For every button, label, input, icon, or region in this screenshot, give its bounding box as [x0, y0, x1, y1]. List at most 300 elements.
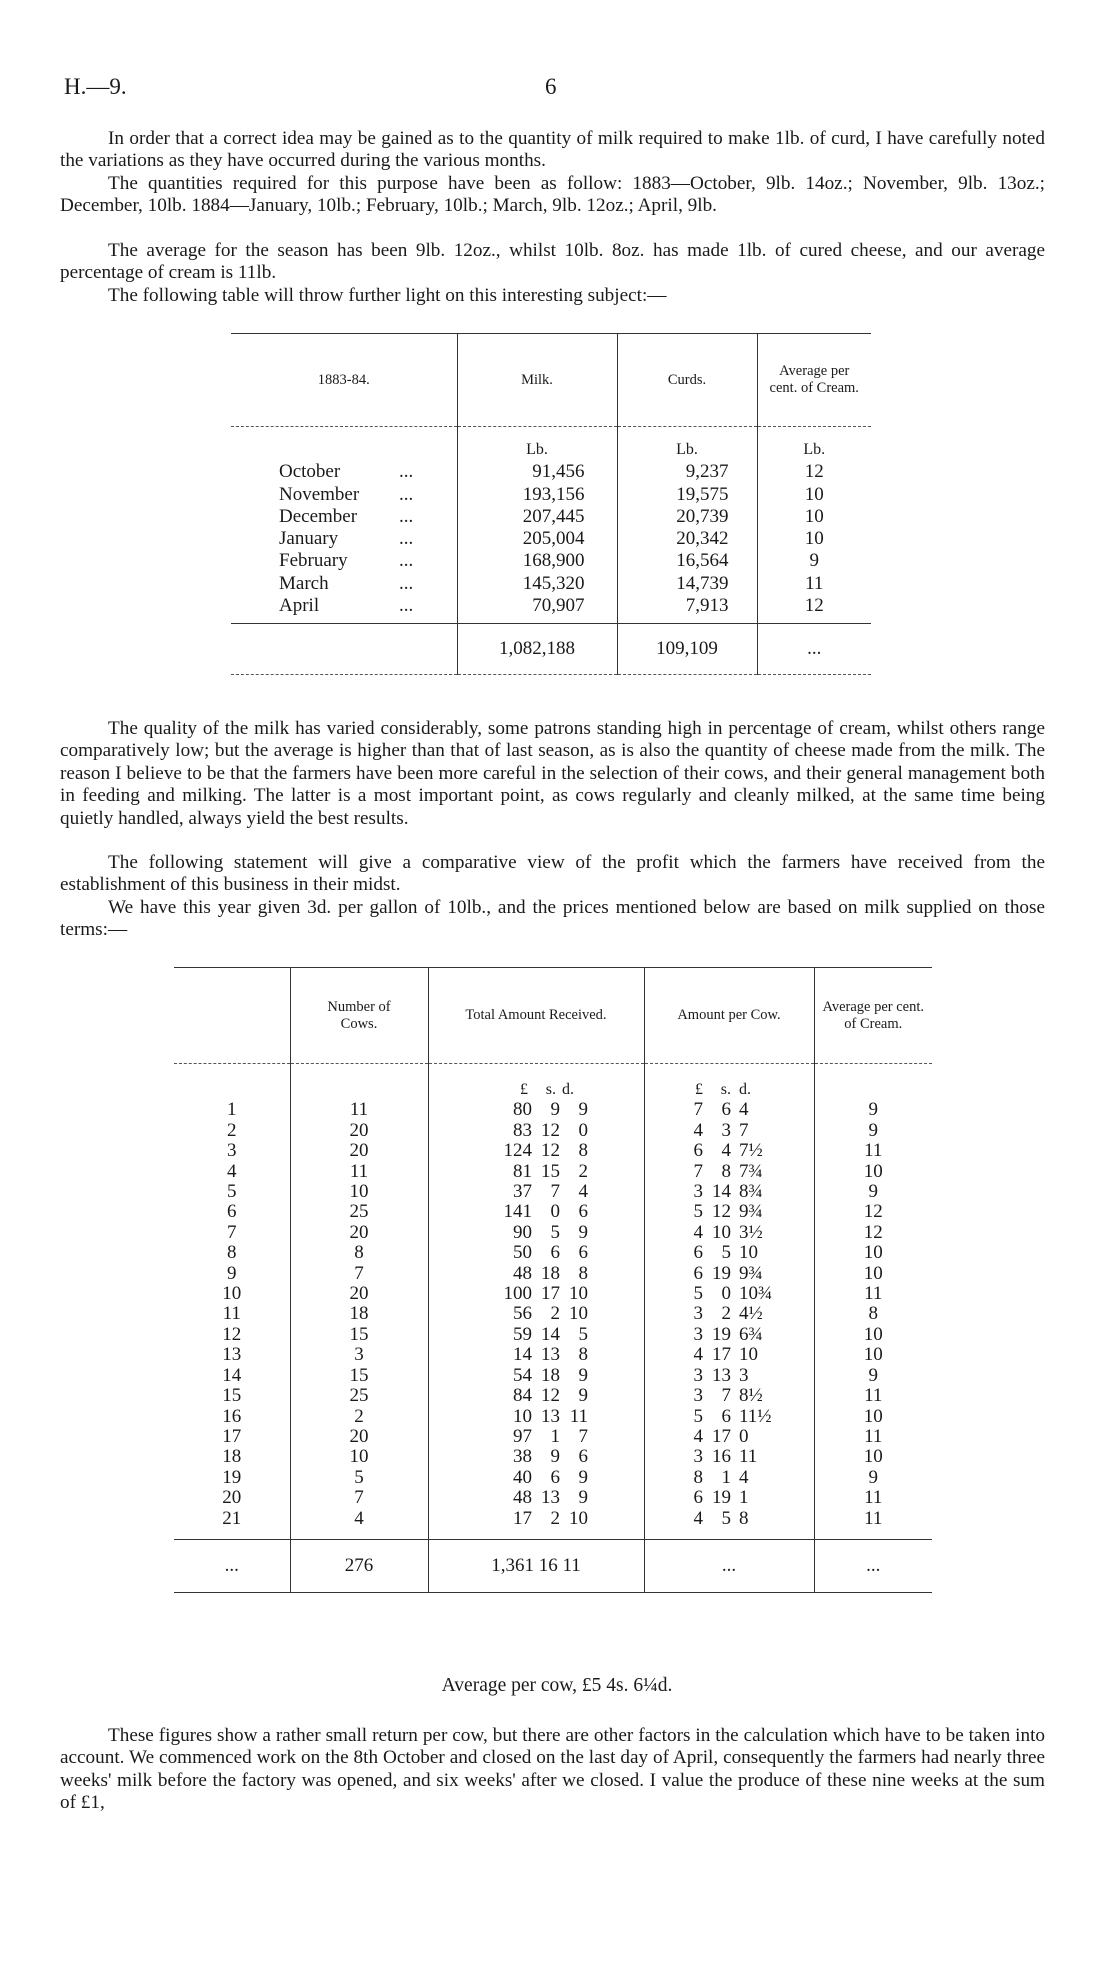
per-cow-value — [645, 1468, 814, 1488]
page-number: 6 — [545, 74, 557, 99]
pence: 9¾ — [739, 1201, 763, 1223]
shillings: 14 — [712, 1181, 731, 1203]
shillings: 17 — [712, 1344, 731, 1366]
per-cow-value — [645, 1427, 814, 1447]
pence: 7½ — [739, 1140, 763, 1162]
pounds: 14 — [513, 1344, 532, 1366]
pounds: 141 — [503, 1201, 532, 1223]
shillings: 13 — [712, 1364, 731, 1386]
month-dots: ... — [399, 505, 414, 527]
cream-percent-value: 11 — [864, 1487, 883, 1509]
shillings: 19 — [712, 1323, 731, 1345]
total-received-value — [429, 1182, 644, 1202]
cream-value: 10 — [804, 505, 824, 527]
pounds: 124 — [503, 1140, 532, 1162]
month-name: February — [279, 550, 348, 572]
per-cow-value — [645, 1325, 814, 1345]
pounds: 56 — [513, 1303, 532, 1325]
pence: 6 — [578, 1446, 588, 1468]
pounds: 100 — [503, 1283, 532, 1305]
per-cow-units: £ s. d. — [695, 1081, 751, 1098]
milk-value: 193,156 — [522, 483, 585, 505]
shillings: 10 — [712, 1221, 731, 1243]
cows-value: 7 — [354, 1487, 364, 1509]
cows-value: 15 — [349, 1323, 369, 1345]
milk-value: 145,320 — [522, 572, 585, 594]
pounds: 40 — [513, 1466, 532, 1488]
per-cow-value — [645, 1345, 814, 1365]
supplier-number: 6 — [227, 1201, 237, 1223]
pence: 8 — [578, 1140, 588, 1162]
per-cow-value — [645, 1100, 814, 1120]
pounds: 5 — [693, 1201, 703, 1223]
pounds: 3 — [693, 1446, 703, 1468]
curds-header: Curds. — [617, 334, 757, 427]
month-dots: ... — [399, 572, 414, 594]
pounds: 3 — [693, 1181, 703, 1203]
cows-value: 7 — [354, 1262, 364, 1284]
per-cow-value — [645, 1223, 814, 1243]
month-dots: ... — [399, 483, 414, 505]
cream-header: Average per cent. of Cream. — [757, 334, 871, 427]
pence: 9 — [578, 1364, 588, 1386]
milk-value: 70,907 — [532, 595, 585, 617]
per-cow-value — [645, 1202, 814, 1222]
pence: 7¾ — [739, 1160, 763, 1182]
cream-value: 12 — [804, 461, 824, 483]
shillings: 8 — [721, 1160, 731, 1182]
cows-value: 25 — [349, 1201, 369, 1223]
shillings: 5 — [721, 1507, 731, 1529]
paragraph-7: We have this year given 3d. per gallon of 10lb., and the prices mentioned below are based on milk supplied on those terms:— — [60, 897, 1045, 941]
cows-value: 11 — [349, 1160, 369, 1182]
cream-percent-value: 12 — [863, 1201, 883, 1223]
total-received-value — [429, 1509, 644, 1529]
shillings: 14 — [541, 1323, 560, 1345]
per-cow-value — [645, 1243, 814, 1263]
total-label — [231, 624, 457, 675]
curds-value: 7,913 — [685, 595, 729, 617]
pence: 8¾ — [739, 1181, 763, 1203]
curds-value: 20,739 — [676, 505, 729, 527]
cream-percent-value: 9 — [868, 1119, 878, 1141]
per-cow-value — [645, 1284, 814, 1304]
cream-percent-value: 8 — [868, 1303, 878, 1325]
milk-total: 1,082,188 — [457, 624, 617, 675]
pence: 9 — [578, 1099, 588, 1121]
cows-value: 18 — [349, 1303, 369, 1325]
cream-percent-value: 11 — [864, 1425, 883, 1447]
total-received-value — [429, 1141, 644, 1161]
curds-value: 14,739 — [676, 572, 729, 594]
shillings: 6 — [721, 1405, 731, 1427]
cream-total: ... — [757, 624, 871, 675]
milk-column — [457, 427, 617, 624]
pounds: 5 — [693, 1283, 703, 1305]
pounds: 83 — [513, 1119, 532, 1141]
total-received-value — [429, 1488, 644, 1508]
supplier-number: 10 — [222, 1283, 242, 1305]
month-dots: ... — [399, 550, 414, 572]
cream-percent-header: Average per cent. of Cream. — [814, 968, 932, 1064]
cream-percent-value: 11 — [864, 1140, 883, 1162]
supplier-number: 1 — [227, 1099, 237, 1121]
per-cow-value — [645, 1407, 814, 1427]
pence: 8 — [578, 1262, 588, 1284]
pounds: 4 — [693, 1425, 703, 1447]
supplier-number: 2 — [227, 1119, 237, 1141]
paragraph-5: The quality of the milk has varied considerably, some patrons standing high in percentage of cream, whilst others range comparatively low; but the average is higher than that of last season, as is also the quantity of cheese made from the milk. The reason I believe to be that the farmers have been more careful in the selection of their cows, and their general management both in feeding and milking. The latter is a most important point, as cows regularly and cleanly milked, at the same time being quietly handled, always yield the best results. — [60, 718, 1045, 829]
cream-value: 11 — [805, 572, 824, 594]
pence: 9¾ — [739, 1262, 763, 1284]
cream-percent-value: 10 — [863, 1405, 883, 1427]
pence: 10¾ — [739, 1283, 773, 1305]
pence: 3½ — [739, 1221, 763, 1243]
cream-column — [757, 427, 871, 624]
grand-total-received: 1,361 16 11 — [428, 1539, 644, 1592]
shillings: 9 — [550, 1099, 560, 1121]
month-dots: ... — [399, 595, 414, 617]
supplier-number: 17 — [222, 1425, 242, 1447]
per-cow-value — [645, 1304, 814, 1324]
pounds: 54 — [513, 1364, 532, 1386]
pence: 2 — [578, 1160, 588, 1182]
shillings: 1 — [550, 1425, 560, 1447]
shillings: 7 — [721, 1385, 731, 1407]
total-n: ... — [224, 1554, 239, 1576]
cows-value: 2 — [354, 1405, 364, 1427]
cream-value: 12 — [804, 595, 824, 617]
paragraph-6: The following statement will give a comparative view of the profit which the farmers have received from the establishment of this business in their midst. — [60, 852, 1045, 896]
season-header: 1883-84. — [317, 371, 370, 388]
per-cow-value — [645, 1447, 814, 1467]
total-received-value — [429, 1100, 644, 1120]
pence: 10 — [739, 1242, 758, 1264]
cows-value: 8 — [354, 1242, 364, 1264]
pence: 6¾ — [739, 1323, 763, 1345]
pence: 6 — [578, 1242, 588, 1264]
curds-value: 20,342 — [676, 528, 729, 550]
supplier-number: 15 — [222, 1385, 242, 1407]
supplier-number: 13 — [222, 1344, 242, 1366]
pence: 6 — [578, 1201, 588, 1223]
cream-percent-value: 9 — [868, 1099, 878, 1121]
month-name: April — [279, 595, 320, 617]
total-received-value — [429, 1447, 644, 1467]
shillings: 15 — [541, 1160, 560, 1182]
cream-percent-value: 9 — [868, 1364, 878, 1386]
total-received-value — [429, 1264, 644, 1284]
per-cow-value — [645, 1509, 814, 1529]
total-received-value — [429, 1202, 644, 1222]
cream-percent-value: 11 — [864, 1283, 883, 1305]
pounds: 6 — [693, 1140, 703, 1162]
cows-value: 5 — [354, 1466, 364, 1488]
cream-percent-column — [814, 1064, 932, 1540]
total-received-value — [429, 1427, 644, 1447]
pounds: 10 — [513, 1405, 532, 1427]
per-cow-value — [645, 1488, 814, 1508]
pence: 10 — [739, 1344, 758, 1366]
pence: 4 — [578, 1181, 588, 1203]
supplier-number: 7 — [227, 1221, 237, 1243]
total-received-value — [429, 1325, 644, 1345]
supplier-number: 8 — [227, 1242, 237, 1264]
cream-percent-value: 9 — [868, 1466, 878, 1488]
cream-percent-value: 10 — [863, 1242, 883, 1264]
pence: 0 — [578, 1119, 588, 1141]
milk-value: 91,456 — [532, 461, 585, 483]
supplier-number: 11 — [222, 1303, 241, 1325]
pounds: 81 — [513, 1160, 532, 1182]
cows-value: 20 — [349, 1119, 369, 1141]
shillings: 9 — [550, 1446, 560, 1468]
curds-value: 16,564 — [676, 550, 729, 572]
milk-unit: Lb. — [526, 441, 548, 458]
curds-column — [617, 427, 757, 624]
per-cow-header: Amount per Cow. — [644, 968, 814, 1064]
shillings: 6 — [550, 1242, 560, 1264]
cream-unit: Lb. — [803, 441, 826, 458]
milk-header: Milk. — [457, 334, 617, 427]
total-units: £ s. d. — [520, 1081, 574, 1098]
shillings: 19 — [712, 1487, 731, 1509]
pounds: 3 — [693, 1364, 703, 1386]
supplier-number-column — [174, 1064, 290, 1540]
pounds: 59 — [513, 1323, 532, 1345]
cream-percent-value: 12 — [863, 1221, 883, 1243]
shillings: 2 — [550, 1507, 560, 1529]
pounds: 4 — [693, 1119, 703, 1141]
cream-percent-value: 11 — [864, 1507, 883, 1529]
shillings: 19 — [712, 1262, 731, 1284]
pence: 7 — [578, 1425, 588, 1447]
pounds: 17 — [513, 1507, 532, 1529]
pence: 9 — [578, 1487, 588, 1509]
per-cow-value — [645, 1366, 814, 1386]
pence: 9 — [578, 1466, 588, 1488]
pence: 4 — [739, 1099, 749, 1121]
pounds: 7 — [693, 1099, 703, 1121]
cows-value: 20 — [349, 1140, 369, 1162]
shillings: 4 — [721, 1140, 731, 1162]
shillings: 12 — [712, 1201, 731, 1223]
month-row — [231, 573, 457, 595]
pence: 8 — [578, 1344, 588, 1366]
supplier-number: 20 — [222, 1487, 242, 1509]
pounds: 3 — [693, 1323, 703, 1345]
cows-header: Number of Cows. — [290, 968, 428, 1064]
shillings: 1 — [721, 1466, 731, 1488]
pence: 7 — [739, 1119, 749, 1141]
shillings: 0 — [721, 1283, 731, 1305]
milk-value: 205,004 — [522, 528, 585, 550]
shillings: 12 — [541, 1140, 560, 1162]
cream-value: 10 — [804, 528, 824, 550]
cows-value: 15 — [349, 1364, 369, 1386]
total-received-value — [429, 1121, 644, 1141]
shillings: 6 — [721, 1099, 731, 1121]
curds-value: 9,237 — [685, 461, 729, 483]
per-cow-value — [645, 1162, 814, 1182]
paragraph-1: In order that a correct idea may be gained as to the quantity of milk required to make 1lb. of curd, I have carefully noted the variations as they have occurred during the various months. — [60, 128, 1045, 172]
supplier-number: 21 — [222, 1507, 242, 1529]
total-received-value — [429, 1386, 644, 1406]
shillings: 13 — [541, 1405, 560, 1427]
total-received-column — [428, 1064, 644, 1540]
pence: 9 — [578, 1385, 588, 1407]
supplier-number: 14 — [222, 1364, 242, 1386]
shillings: 12 — [541, 1385, 560, 1407]
supplier-number: 19 — [222, 1466, 242, 1488]
shillings: 3 — [721, 1119, 731, 1141]
cream-value: 9 — [809, 550, 819, 572]
pounds: 37 — [513, 1181, 532, 1203]
cream-percent-value: 10 — [863, 1323, 883, 1345]
shillings: 13 — [541, 1487, 560, 1509]
supplier-number: 12 — [222, 1323, 242, 1345]
total-received-value — [429, 1407, 644, 1427]
shillings: 2 — [550, 1303, 560, 1325]
month-name: December — [279, 505, 358, 527]
per-cow-value — [645, 1386, 814, 1406]
pence: 11½ — [739, 1405, 772, 1427]
cream-value: 10 — [804, 483, 824, 505]
supplier-number: 4 — [227, 1160, 237, 1182]
month-row — [231, 506, 457, 528]
total-received-value — [429, 1366, 644, 1386]
curds-unit: Lb. — [676, 441, 698, 458]
cream-percent-value: 11 — [864, 1385, 883, 1407]
paragraph-8: These figures show a rather small return per cow, but there are other factors in the calculation which have to be taken into account. We commenced work on the 8th October and closed on the last day of April, consequently the farmers had nearly three weeks' milk before the factory was opened, and six weeks' after we closed. I value the produce of these nine weeks at the sum of £1, — [60, 1725, 1045, 1814]
total-per-cow: ... — [644, 1539, 814, 1592]
month-row — [231, 484, 457, 506]
cows-value: 25 — [349, 1385, 369, 1407]
pounds: 4 — [693, 1221, 703, 1243]
cream-percent-value: 10 — [863, 1262, 883, 1284]
cows-value: 20 — [349, 1221, 369, 1243]
pounds: 48 — [513, 1487, 532, 1509]
month-dots: ... — [399, 461, 414, 483]
total-received-value — [429, 1223, 644, 1243]
cows-value: 20 — [349, 1283, 369, 1305]
cows-value: 11 — [349, 1099, 369, 1121]
milk-value: 207,445 — [522, 505, 585, 527]
cream-percent-value: 10 — [863, 1160, 883, 1182]
pence: 11 — [739, 1446, 758, 1468]
page-ref: H.—9. — [64, 74, 127, 99]
shillings: 5 — [550, 1221, 560, 1243]
cows-value: 3 — [354, 1344, 364, 1366]
shillings: 17 — [712, 1425, 731, 1447]
shillings: 18 — [541, 1262, 560, 1284]
total-received-value — [429, 1345, 644, 1365]
cows-value: 10 — [349, 1446, 369, 1468]
pence: 5 — [578, 1323, 588, 1345]
cream-percent-value: 10 — [863, 1344, 883, 1366]
total-cream: ... — [814, 1539, 932, 1592]
pence: 0 — [739, 1425, 749, 1447]
total-received-value — [429, 1162, 644, 1182]
per-cow-value — [645, 1121, 814, 1141]
supplier-number-header — [174, 968, 290, 1064]
total-received-value — [429, 1284, 644, 1304]
month-name: March — [279, 572, 329, 594]
pence: 8½ — [739, 1385, 763, 1407]
milk-value: 168,900 — [522, 550, 585, 572]
month-row — [231, 595, 457, 617]
total-received-value — [429, 1243, 644, 1263]
pounds: 4 — [693, 1507, 703, 1529]
per-cow-value — [645, 1182, 814, 1202]
pounds: 80 — [513, 1099, 532, 1121]
curds-value: 19,575 — [676, 483, 729, 505]
total-cows: 276 — [290, 1539, 428, 1592]
per-cow-value — [645, 1264, 814, 1284]
shillings: 17 — [541, 1283, 560, 1305]
month-name: October — [279, 461, 341, 483]
month-dots: ... — [399, 528, 414, 550]
supplier-number: 3 — [227, 1140, 237, 1162]
pounds: 3 — [693, 1385, 703, 1407]
shillings: 18 — [541, 1364, 560, 1386]
pounds: 5 — [693, 1405, 703, 1427]
cows-value: 10 — [349, 1181, 369, 1203]
shillings: 6 — [550, 1466, 560, 1488]
shillings: 16 — [712, 1446, 731, 1468]
total-received-header: Total Amount Received. — [428, 968, 644, 1064]
paragraph-4: The following table will throw further light on this interesting subject:— — [108, 285, 667, 306]
total-received-value — [429, 1304, 644, 1324]
curds-total: 109,109 — [617, 624, 757, 675]
profit-table — [174, 967, 932, 1593]
pence: 10 — [569, 1507, 588, 1529]
shillings: 2 — [721, 1303, 731, 1325]
pence: 11 — [569, 1405, 588, 1427]
shillings: 5 — [721, 1242, 731, 1264]
pence: 1 — [739, 1487, 749, 1509]
pence: 8 — [739, 1507, 749, 1529]
per-cow-value — [645, 1141, 814, 1161]
pence: 3 — [739, 1364, 749, 1386]
supplier-number: 9 — [227, 1262, 237, 1284]
pounds: 4 — [693, 1344, 703, 1366]
pounds: 8 — [693, 1466, 703, 1488]
month-row — [231, 528, 457, 550]
cows-value: 20 — [349, 1425, 369, 1447]
cream-percent-value: 9 — [868, 1181, 878, 1203]
pence: 4 — [739, 1466, 749, 1488]
month-row — [231, 550, 457, 572]
pounds: 38 — [513, 1446, 532, 1468]
shillings: 12 — [541, 1119, 560, 1141]
month-name: January — [279, 528, 339, 550]
month-row — [231, 461, 457, 483]
pounds: 6 — [693, 1487, 703, 1509]
pounds: 6 — [693, 1262, 703, 1284]
paragraph-2: The quantities required for this purpose have been as follow: 1883—October, 9lb. 14oz.; November, 9lb. 13oz.; December, 10lb. 1884—January, 10lb.; February, 10lb.; March, 9lb. 12oz.; April, 9lb. — [60, 173, 1045, 217]
milk-curds-table — [231, 333, 871, 675]
total-received-value — [429, 1468, 644, 1488]
month-column — [231, 427, 457, 624]
supplier-number: 16 — [222, 1405, 242, 1427]
cows-column — [290, 1064, 428, 1540]
pounds: 97 — [513, 1425, 532, 1447]
cream-percent-value: 10 — [863, 1446, 883, 1468]
pence: 9 — [578, 1221, 588, 1243]
paragraph-3: The average for the season has been 9lb. 12oz., whilst 10lb. 8oz. has made 1lb. of cured cheese, and our average percentage of cream is 11lb. — [60, 240, 1045, 284]
pounds: 84 — [513, 1385, 532, 1407]
